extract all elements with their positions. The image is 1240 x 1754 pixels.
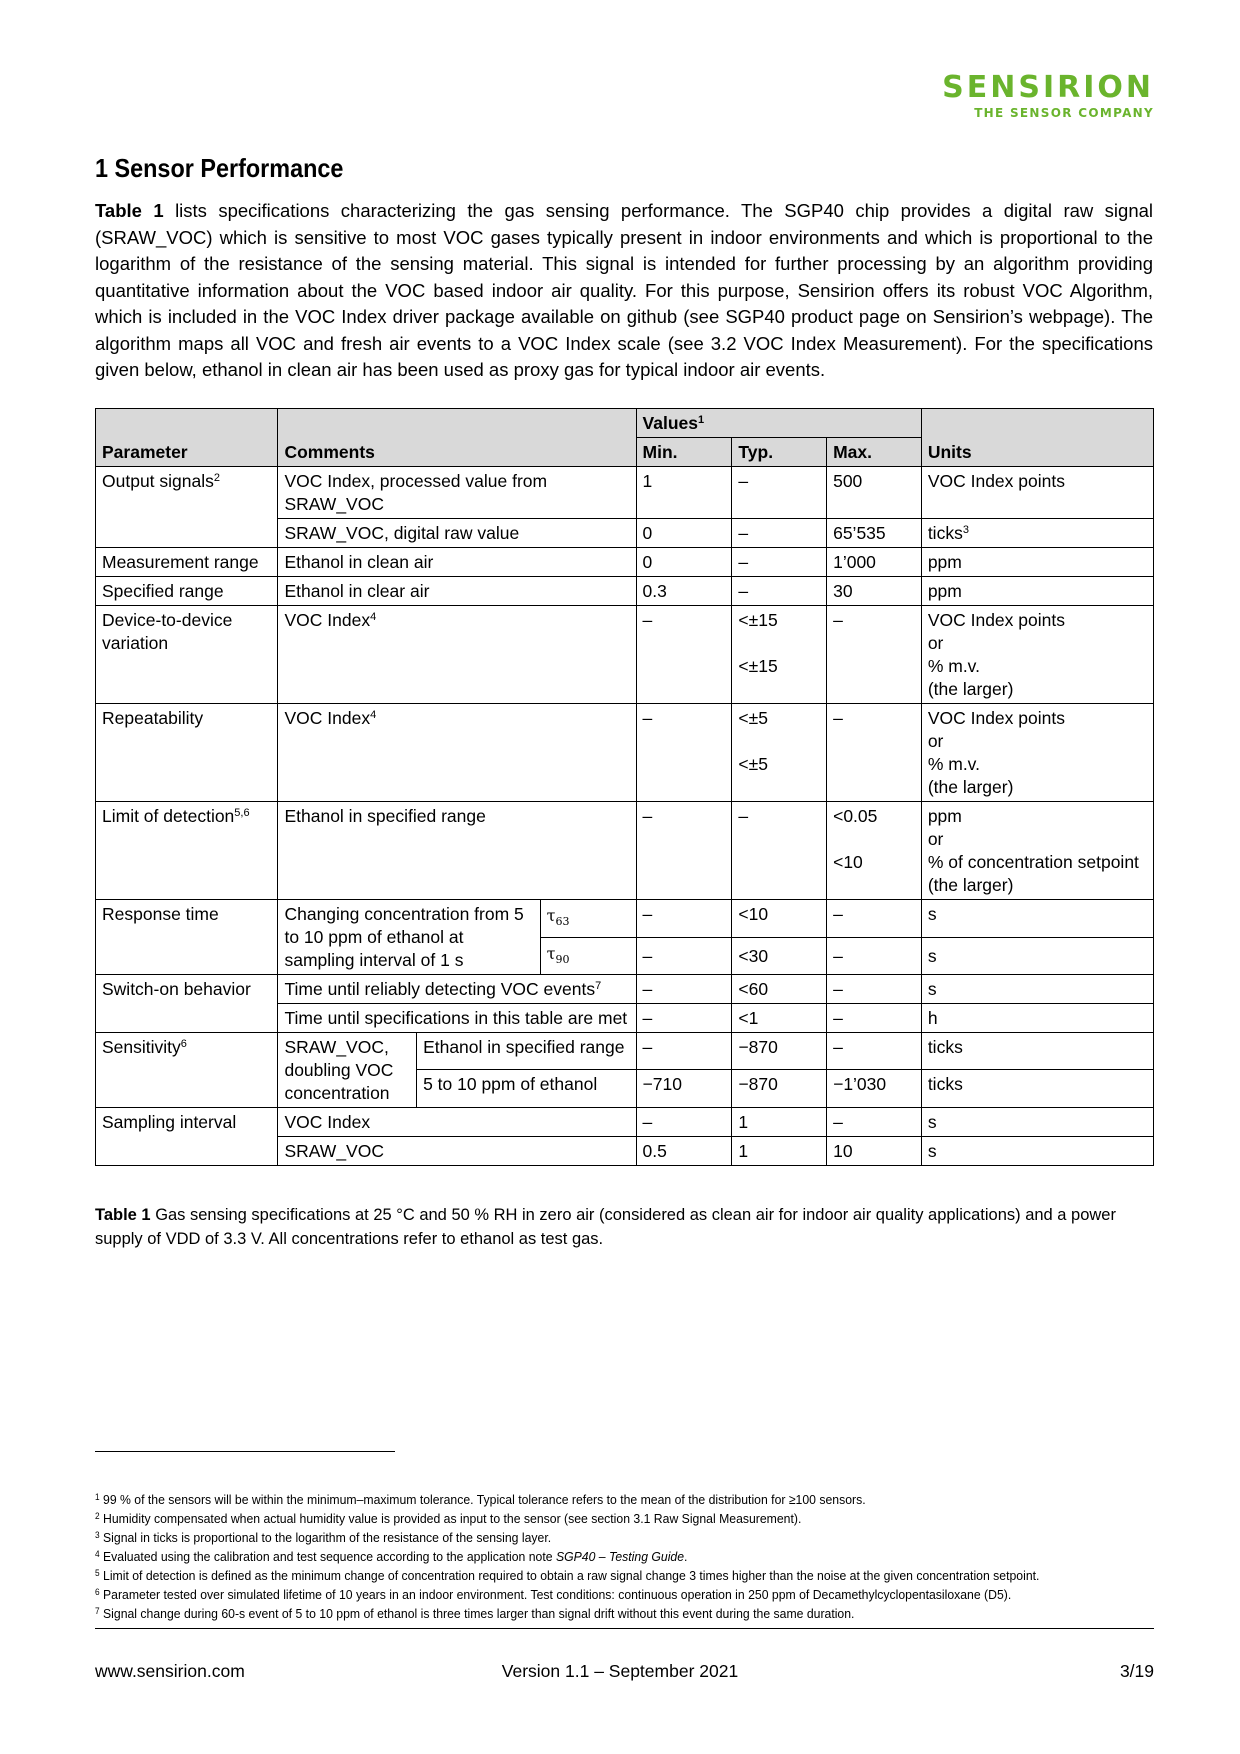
min-cell: – <box>636 1108 732 1137</box>
footnote-5: $^5$ Limit of detection is defined as the minimum change of concentration required to obtain a raw signal change 3 times higher than the noise at the given concentration setpoint. <box>95 1568 1040 1583</box>
comment-cell: Ethanol in clear air <box>278 577 636 606</box>
footnote-ref: 5,6 <box>234 807 250 819</box>
typ-cell: – <box>732 577 827 606</box>
header-units: Units <box>921 409 1153 467</box>
table-row <box>96 802 1154 900</box>
table-row <box>96 1108 1154 1137</box>
units-cell: VOC Index points or % m.v. (the larger) <box>921 704 1153 802</box>
header-min: Min. <box>636 438 732 467</box>
units-cell: ppm <box>921 577 1153 606</box>
typ-cell: <±5 <±5 <box>732 704 827 802</box>
table-row <box>96 1033 1154 1070</box>
intro-table-ref: Table 1 <box>95 200 164 221</box>
table-row <box>96 975 1154 1004</box>
typ-cell: −870 <box>732 1033 827 1070</box>
caption-table-ref: Table 1 <box>95 1205 151 1224</box>
header-values: Values$^1$ <box>636 409 921 438</box>
typ-cell: 1 <box>732 1108 827 1137</box>
typ-cell: – <box>732 548 827 577</box>
header-parameter: Parameter <box>96 409 278 467</box>
units-cell: h <box>921 1004 1153 1033</box>
footnote-1: $^1$ 99 % of the sensors will be within the minimum–maximum tolerance. Typical tolerance refers to the mean of the distribution for ≥100 sensors. <box>95 1492 866 1507</box>
table-row <box>96 704 1154 802</box>
footer-website: www.sensirion.com <box>95 1661 245 1681</box>
table-row <box>96 467 1154 519</box>
units-cell: s <box>921 937 1153 975</box>
units-cell: VOC Index points or % m.v. (the larger) <box>921 606 1153 704</box>
min-cell: – <box>636 937 732 975</box>
comment-cell: VOC Index$^4$ <box>278 606 636 704</box>
footnote-ref: 4 <box>370 611 377 623</box>
sub-comment-cell: 5 to 10 ppm of ethanol <box>417 1070 636 1108</box>
footnote-ref: 1 <box>698 414 705 426</box>
footnote-separator <box>95 1451 395 1452</box>
min-cell: – <box>636 606 732 704</box>
footnote-ref: 4 <box>370 709 377 721</box>
section-title: 1 Sensor Performance <box>95 153 344 183</box>
units-cell: ppm or % of concentration setpoint (the larger) <box>921 802 1153 900</box>
param-output-signals: Output signals$^2$ <box>96 467 278 548</box>
units-cell: VOC Index points <box>921 467 1153 519</box>
typ-cell: – <box>732 802 827 900</box>
footer-version: Version 1.1 – September 2021 <box>501 1661 739 1681</box>
max-cell: 30 <box>827 577 922 606</box>
min-cell: – <box>636 900 732 938</box>
footnote-ref: 3 <box>962 524 969 536</box>
max-cell: – <box>827 1004 922 1033</box>
intro-paragraph <box>95 198 1153 384</box>
comment-cell: Time until specifications in this table are met <box>278 1004 636 1033</box>
min-cell: 0.3 <box>636 577 732 606</box>
param-sampling-interval: Sampling interval <box>96 1108 278 1166</box>
typ-cell: −870 <box>732 1070 827 1108</box>
param-switch-on-behavior: Switch-on behavior <box>96 975 278 1033</box>
typ-cell: <30 <box>732 937 827 975</box>
comment-cell: SRAW_VOC <box>278 1137 636 1166</box>
table-caption <box>95 1203 1121 1251</box>
param-measurement-range: Measurement range <box>96 548 278 577</box>
comment-cell: VOC Index, processed value from SRAW_VOC <box>278 467 636 519</box>
max-cell: 65’535 <box>827 519 922 548</box>
units-cell: s <box>921 1137 1153 1166</box>
header-comments: Comments <box>278 409 636 467</box>
table-header-row <box>96 409 1154 438</box>
typ-cell: – <box>732 519 827 548</box>
max-cell: – <box>827 1033 922 1070</box>
footer-separator <box>95 1628 1154 1629</box>
sensirion-logo <box>942 72 1154 120</box>
min-cell: 1 <box>636 467 732 519</box>
typ-cell: 1 <box>732 1137 827 1166</box>
comment-cell: Ethanol in specified range <box>278 802 636 900</box>
typ-cell: – <box>732 467 827 519</box>
min-cell: – <box>636 802 732 900</box>
typ-cell: <1 <box>732 1004 827 1033</box>
typ-cell: <60 <box>732 975 827 1004</box>
typ-cell: <±15 <±15 <box>732 606 827 704</box>
sub-comment-cell: Ethanol in specified range <box>417 1033 636 1070</box>
footnote-ref: 2 <box>213 472 220 484</box>
param-sensitivity: Sensitivity$^6$ <box>96 1033 278 1108</box>
footnote-ref: 6 <box>180 1038 187 1050</box>
tau63-cell: $\tau_{63}$ <box>540 900 636 938</box>
footnote-3: $^3$ Signal in ticks is proportional to the logarithm of the resistance of the sensing layer. <box>95 1530 552 1545</box>
logo-wordmark: SENSIRION <box>942 70 1154 105</box>
param-device-to-device-variation: Device-to-device variation <box>96 606 278 704</box>
units-cell: s <box>921 900 1153 938</box>
comment-cell: SRAW_VOC, digital raw value <box>278 519 636 548</box>
max-cell: – <box>827 606 922 704</box>
table-row <box>96 606 1154 704</box>
footnote-6: $^6$ Parameter tested over simulated lifetime of 10 years in an indoor environment. Test conditions: continuous operation in 250 ppm of Decamethylcyclopentasiloxane (D5). <box>95 1587 1012 1602</box>
min-cell: 0 <box>636 548 732 577</box>
min-cell: 0.5 <box>636 1137 732 1166</box>
max-cell: 1’000 <box>827 548 922 577</box>
table-row <box>96 900 1154 938</box>
caption-text: Gas sensing specifications at 25 °C and 50 % RH in zero air (considered as clean air for indoor air quality applications) and a power supply of VDD of 3.3 V. All concentrations refer to ethanol as test gas. <box>95 1205 1116 1248</box>
comment-cell: Time until reliably detecting VOC events$^7$ <box>278 975 636 1004</box>
footnotes <box>95 1490 1195 1623</box>
table-row <box>96 548 1154 577</box>
param-response-time: Response time <box>96 900 278 975</box>
units-cell: ppm <box>921 548 1153 577</box>
footnote-7: $^7$ Signal change during 60-s event of 5 to 10 ppm of ethanol is three times larger than signal drift without this event during the same duration. <box>95 1606 855 1621</box>
comment-cell: VOC Index <box>278 1108 636 1137</box>
header-max: Max. <box>827 438 922 467</box>
max-cell: 10 <box>827 1137 922 1166</box>
min-cell: – <box>636 975 732 1004</box>
typ-cell: <10 <box>732 900 827 938</box>
max-cell: – <box>827 704 922 802</box>
footnote-2: $^2$ Humidity compensated when actual humidity value is provided as input to the sensor (see section 3.1 Raw Signal Measurement). <box>95 1511 802 1526</box>
comment-cell: Ethanol in clean air <box>278 548 636 577</box>
table-row <box>96 577 1154 606</box>
param-specified-range: Specified range <box>96 577 278 606</box>
min-cell: – <box>636 1004 732 1033</box>
logo-tagline: THE SENSOR COMPANY <box>974 106 1154 120</box>
param-limit-of-detection: Limit of detection$^{5,6}$ <box>96 802 278 900</box>
max-cell: <0.05 <10 <box>827 802 922 900</box>
units-cell: ticks$^3$ <box>921 519 1153 548</box>
units-cell: s <box>921 1108 1153 1137</box>
footnote-ref: 7 <box>595 980 602 992</box>
max-cell: – <box>827 900 922 938</box>
tau90-cell: $\tau_{90}$ <box>540 937 636 975</box>
max-cell: – <box>827 1108 922 1137</box>
gas-sensing-specifications-table <box>95 408 1154 1166</box>
max-cell: – <box>827 975 922 1004</box>
comment-cell: SRAW_VOC, doubling VOC concentration <box>278 1033 417 1108</box>
max-cell: −1’030 <box>827 1070 922 1108</box>
max-cell: – <box>827 937 922 975</box>
max-cell: 500 <box>827 467 922 519</box>
comment-cell: VOC Index$^4$ <box>278 704 636 802</box>
units-cell: s <box>921 975 1153 1004</box>
intro-text: lists specifications characterizing the gas sensing performance. The SGP40 chip provides a digital raw signal (SRAW_VOC) which is sensitive to most VOC gases typically present in indoor environments and which is proportional to the logarithm of the resistance of the sensing material. This signal is intended for further processing by an algorithm providing quantitative information about the VOC based indoor air quality. For this purpose, Sensirion offers its robust VOC Algorithm, which is included in the VOC Index driver package available on github (see SGP40 product page on Sensirion’s webpage). The algorithm maps all VOC and fresh air events to a VOC Index scale (see 3.2 VOC Index Measurement). For the specifications given below, ethanol in clean air has been used as proxy gas for typical indoor air events. <box>95 200 1154 380</box>
min-cell: – <box>636 704 732 802</box>
header-typ: Typ. <box>732 438 827 467</box>
param-repeatability: Repeatability <box>96 704 278 802</box>
footer-page-number: 3/19 <box>1119 1661 1154 1681</box>
min-cell: 0 <box>636 519 732 548</box>
footnote-4: $^4$ Evaluated using the calibration and test sequence according to the application note SGP40 – Testing Guide. <box>95 1549 688 1564</box>
units-cell: ticks <box>921 1070 1153 1108</box>
comment-cell: Changing concentration from 5 to 10 ppm of ethanol at sampling interval of 1 s <box>278 900 540 975</box>
min-cell: −710 <box>636 1070 732 1108</box>
units-cell: ticks <box>921 1033 1153 1070</box>
min-cell: – <box>636 1033 732 1070</box>
